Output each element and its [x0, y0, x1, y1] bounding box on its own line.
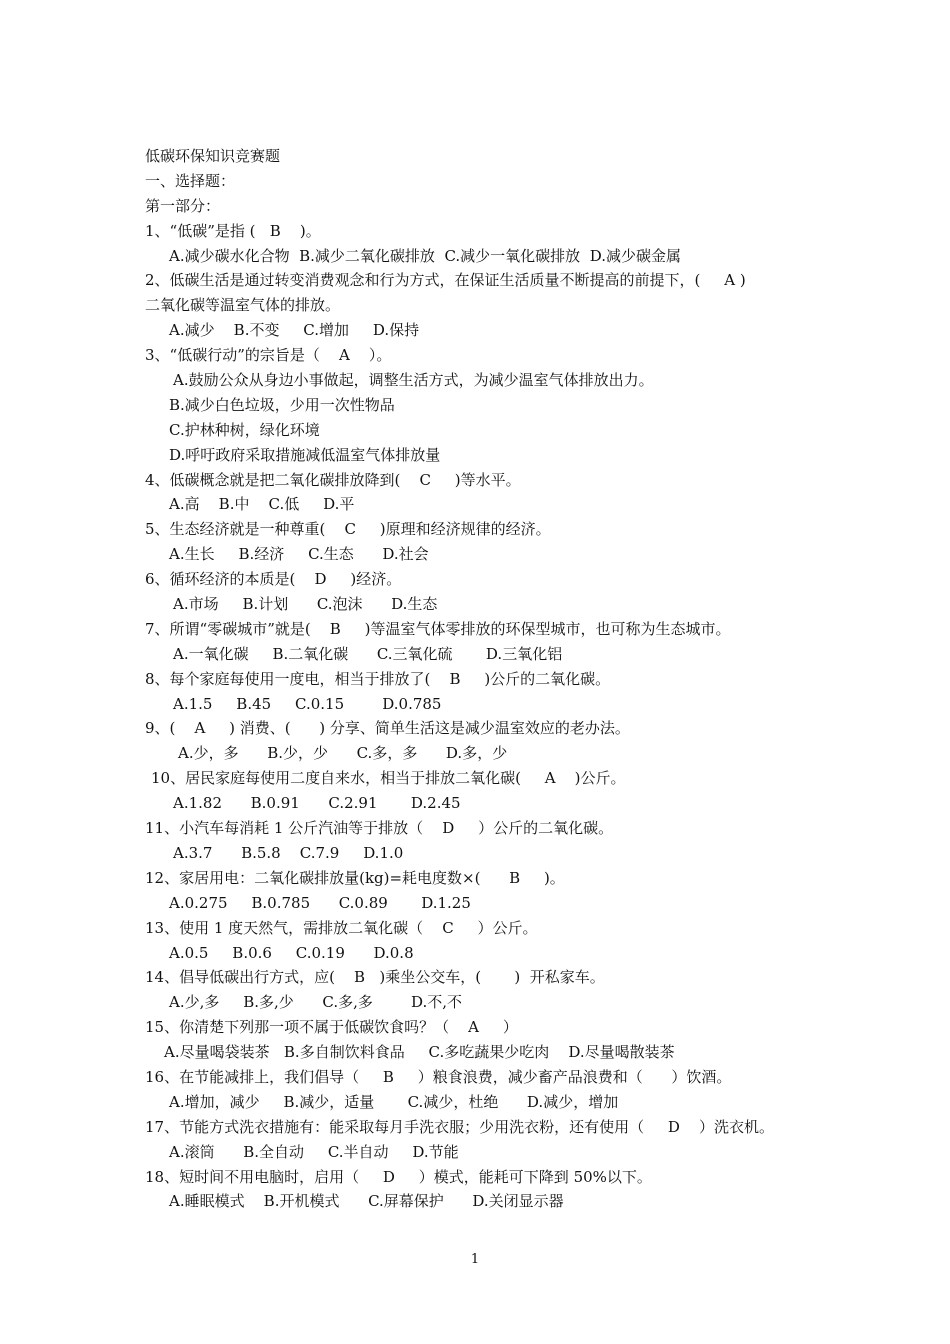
option-3c: C.护林种树，绿化环境	[169, 420, 320, 439]
question-16: 16、在节能减排上，我们倡导（ B ）粮食浪费，减少畜产品浪费和（ ）饮酒。	[145, 1067, 732, 1086]
question-6: 6、循环经济的本质是( D )经济。	[145, 570, 402, 589]
options-4: A.高 B.中 C.低 D.平	[169, 495, 355, 514]
options-6: A.市场 B.计划 C.泡沫 D.生态	[173, 595, 438, 614]
section-heading: 一、选择题：	[145, 171, 236, 190]
page-number: 1	[470, 1252, 480, 1267]
options-11: A.3.7 B.5.8 C.7.9 D.1.0	[173, 843, 404, 862]
question-17: 17、节能方式洗衣措施有：能采取每月手洗衣服；少用洗衣粉，还有使用（ D ）洗衣机。	[145, 1117, 775, 1136]
option-3d: D.呼吁政府采取措施减低温室气体排放量	[169, 445, 441, 464]
question-11: 11、小汽车每消耗 1 公斤汽油等于排放（ D ）公斤的二氧化碳。	[145, 819, 614, 838]
question-15: 15、你清楚下列那一项不属于低碳饮食吗？（ A ）	[145, 1018, 518, 1037]
options-7: A.一氧化碳 B.二氧化碳 C.三氧化硫 D.三氧化铝	[173, 644, 563, 663]
document-title: 低碳环保知识竞赛题	[145, 147, 281, 165]
options-8: A.1.5 B.45 C.0.15 D.0.785	[173, 694, 442, 713]
question-2-continued: 二氧化碳等温室气体的排放。	[145, 296, 341, 315]
part-heading: 第一部分：	[145, 196, 221, 215]
question-9: 9、( A ) 消费、( ) 分享、简单生活这是减少温室效应的老办法。	[145, 719, 630, 738]
option-3b: B.减少白色垃圾，少用一次性物品	[169, 395, 395, 414]
question-10: 10、居民家庭每使用二度自来水，相当于排放二氧化碳( A )公斤。	[151, 769, 626, 788]
question-13: 13、使用 1 度天然气，需排放二氧化碳（ C ）公斤。	[145, 918, 538, 937]
options-16: A.增加，减少 B.减少，适量 C.减少，杜绝 D.减少，增加	[169, 1092, 619, 1111]
question-18: 18、短时间不用电脑时，启用（ D ）模式，能耗可下降到 50%以下。	[145, 1167, 652, 1186]
question-14: 14、倡导低碳出行方式，应( B )乘坐公交车，( ) 开私家车。	[145, 968, 605, 987]
question-8: 8、每个家庭每使用一度电，相当于排放了( B )公斤的二氧化碳。	[145, 669, 611, 688]
options-9: A.少，多 B.少，少 C.多，多 D.多，少	[178, 744, 508, 763]
options-10: A.1.82 B.0.91 C.2.91 D.2.45	[173, 794, 461, 813]
options-13: A.0.5 B.0.6 C.0.19 D.0.8	[169, 943, 414, 962]
options-18: A.睡眠模式 B.开机模式 C.屏幕保护 D.关闭显示器	[169, 1192, 564, 1211]
question-3: 3、“低碳行动”的宗旨是（ A ）。	[145, 346, 392, 365]
option-3a: A.鼓励公众从身边小事做起，调整生活方式，为减少温室气体排放出力。	[173, 371, 654, 390]
document-body	[145, 144, 825, 1214]
question-7: 7、所谓“零碳城市”就是( B )等温室气体零排放的环保型城市，也可称为生态城市。	[145, 619, 731, 638]
question-4: 4、低碳概念就是把二氧化碳排放降到( C )等水平。	[145, 470, 521, 489]
question-2: 2、低碳生活是通过转变消费观念和行为方式，在保证生活质量不断提高的前提下，( A )	[145, 271, 746, 290]
question-1: 1、“低碳”是指 ( B )。	[145, 221, 321, 240]
question-5: 5、生态经济就是一种尊重( C )原理和经济规律的经济。	[145, 520, 551, 539]
options-14: A.少,多 B.多,少 C.多,多 D.不,不	[169, 993, 463, 1012]
options-5: A.生长 B.经济 C.生态 D.社会	[169, 545, 429, 564]
options-1: A.减少碳水化合物 B.减少二氧化碳排放 C.减少一氧化碳排放 D.减少碳金属	[169, 246, 681, 265]
question-12: 12、家居用电：二氧化碳排放量(kg)=耗电度数×( B )。	[145, 868, 565, 887]
options-15: A.尽量喝袋装茶 B.多自制饮料食品 C.多吃蔬果少吃肉 D.尽量喝散装茶	[164, 1043, 675, 1062]
options-17: A.滚筒 B.全自动 C.半自动 D.节能	[169, 1142, 459, 1161]
options-12: A.0.275 B.0.785 C.0.89 D.1.25	[169, 893, 471, 912]
options-2: A.减少 B.不变 C.增加 D.保持	[169, 321, 420, 340]
